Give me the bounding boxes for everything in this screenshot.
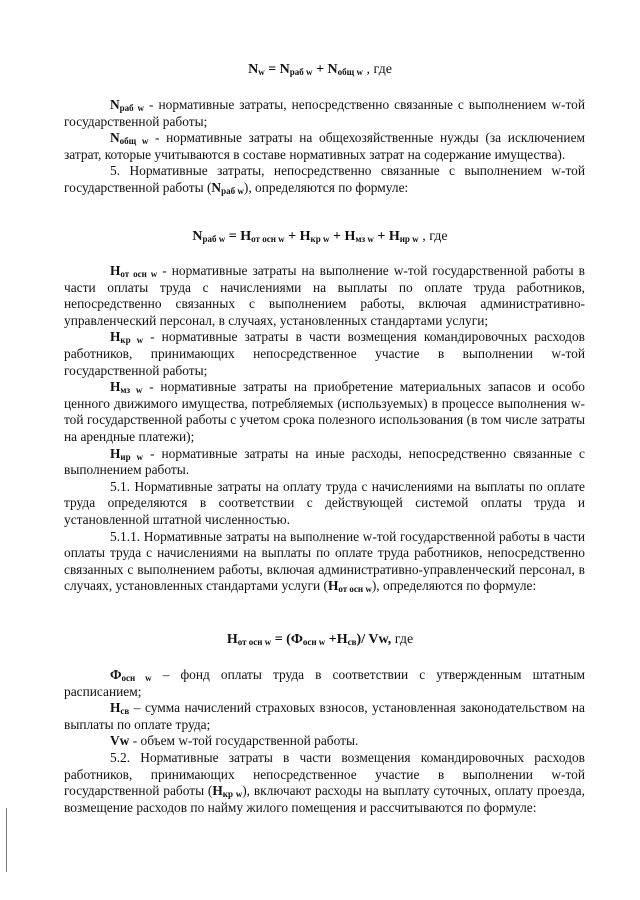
term-symbol: Н [110, 700, 121, 716]
formula-symbol: Н [344, 229, 356, 244]
formula-operator: = ( [271, 632, 291, 647]
formula-rab [0, 229, 640, 246]
definition-text: - нормативные затраты на приобретение материальных запасов и особо ценного движимого имущества, потребляемых (используемых) в процессе выполнения w-той государственной работы с учетом срока полезного использования (в том числе затраты на арендные платежи); [64, 379, 586, 444]
formula-h-ot-osn [0, 632, 640, 649]
definitions-block-2 [64, 263, 585, 595]
paragraph-text: 5.1. Нормативные затраты на оплату труда с начислениями на выплаты по оплате труда определяются в соответствии с действующей системой оплаты труда и установленной штатной численностью. [64, 478, 585, 527]
formula-symbol: Н [240, 229, 252, 244]
paragraph-text: ), определяются по формуле: [371, 578, 537, 594]
definition-text: - нормативные затраты, непосредственно связанные с выполнением w-той государственной работы; [64, 97, 585, 129]
term-subscript: от осн w [338, 584, 372, 595]
term-subscript: от осн w [120, 269, 158, 279]
formula-symbol: N [248, 62, 259, 77]
formula-tail: , где [418, 229, 448, 244]
formula-operator: + [325, 632, 337, 647]
formula-symbol: N [192, 229, 203, 244]
definition-text: - нормативные затраты на иные расходы, непосредственно связанные с выполнением работы. [64, 445, 585, 478]
definition-text: – фонд оплаты труда в соответствии с утвержденным штатным расписанием; [64, 667, 585, 699]
formula-total [0, 62, 640, 79]
formula-operator: + [312, 62, 328, 77]
term-symbol: Ф [110, 667, 122, 682]
definition-h-ot-osn [64, 263, 585, 329]
formula-subscript: ир w [399, 234, 419, 244]
formula-tail: где [391, 632, 414, 647]
definition-h-sv [64, 700, 585, 733]
definitions-block-3 [64, 667, 585, 816]
term-symbol: Н [110, 329, 121, 345]
formula-subscript: осн w [302, 637, 326, 647]
formula-operator: )/ Vw, [356, 632, 392, 647]
term-symbol: Н [110, 379, 121, 395]
definition-text: - объем w-той государственной работы. [129, 733, 359, 749]
paragraph-text: 5. Нормативные затраты, непосредственно связанные с выполнением w-той государственной работы ( [64, 163, 585, 195]
definition-text: - нормативные затраты на выполнение w-той государственной работы в части оплаты труда с начислениями на выплаты по оплате труда работников, непосредственно связанных с выполнением работы, включая административно-управленческий персонал, в случаях, установленных стандартами услуги; [64, 263, 585, 328]
term-subscript: св [120, 706, 130, 717]
term-symbol: N [110, 130, 120, 146]
term-subscript: мз w [120, 385, 143, 396]
formula-tail: , где [363, 62, 392, 77]
term-symbol: Vw [110, 733, 130, 749]
definitions-block-1 [64, 97, 585, 197]
formula-subscript: мз w [355, 234, 374, 244]
formula-operator: + [284, 229, 300, 244]
formula-operator: + [329, 229, 345, 244]
formula-subscript: w [258, 67, 265, 77]
term-subscript: осн w [121, 673, 152, 683]
scan-margin-line [6, 808, 7, 872]
paragraph-5-1-1 [64, 529, 585, 595]
formula-symbol: Ф [290, 632, 303, 647]
formula-symbol: Н [226, 632, 238, 647]
formula-subscript: общ w [337, 67, 364, 77]
definition-text: – сумма начислений страховых взносов, установленная законодательством на выплаты по оплате труда; [64, 700, 585, 732]
paragraph-text: 5.2. Нормативные затраты в части возмещения командировочных расходов работников, принимающих непосредственное участие в выполнении w-той государственной работы ( [64, 749, 585, 799]
term-subscript: общ w [119, 136, 149, 147]
term-subscript: кр w [222, 789, 243, 800]
formula-subscript: от осн w [237, 637, 272, 647]
formula-operator: = [264, 62, 280, 77]
formula-subscript: раб w [202, 234, 226, 244]
paragraph-text: 5.1.1. Нормативные затраты на выполнение w-той государственной работы в части оплаты труда с начислениями на выплаты по оплате труда работников, непосредственно связанных с выполнением работы, включая административно-управленческий персонал, в случаях, установленных стандартами услуги ( [64, 528, 585, 594]
term-symbol: Н [212, 783, 223, 799]
formula-subscript: раб w [289, 67, 313, 77]
paragraph-text: ), включают расходы на выплату суточных, оплату проезда, возмещение расходов по найму жилого помещения и рассчитываются по формуле: [64, 783, 585, 815]
formula-symbol: N [327, 62, 338, 77]
formula-symbol: N [279, 62, 290, 77]
term-subscript: кр w [120, 335, 144, 346]
definition-n-rab [64, 97, 585, 130]
term-symbol: N [110, 97, 120, 112]
term-symbol: N [211, 179, 222, 195]
paragraph-5-1 [64, 479, 585, 529]
definition-vw [64, 733, 585, 750]
paragraph-text: ), определяются по формуле: [243, 179, 409, 195]
definition-text: - нормативные затраты в части возмещения командировочных расходов работников, принимающих непосредственное участие в выполнении w-той государственной работы; [64, 329, 585, 378]
formula-symbol: Н [388, 229, 400, 244]
definition-text: - нормативные затраты на общехозяйственные нужды (за исключением затрат, которые учитываются в составе нормативных затрат на содержание имущества). [64, 130, 585, 162]
formula-subscript: кр w [310, 234, 330, 244]
definition-h-ir [64, 446, 585, 479]
term-subscript: ир w [120, 451, 144, 462]
formula-symbol: Н [299, 229, 311, 244]
definition-h-mz [64, 379, 585, 445]
formula-operator: = [225, 229, 241, 244]
definition-n-obsh [64, 130, 585, 163]
formula-subscript: от осн w [251, 234, 285, 244]
term-subscript: раб w [119, 103, 145, 113]
definition-f-osn [64, 667, 585, 700]
paragraph-5 [64, 163, 585, 196]
term-symbol: Н [110, 445, 121, 461]
paragraph-5-2 [64, 750, 585, 816]
term-subscript: раб w [221, 185, 244, 196]
formula-operator: + [373, 229, 389, 244]
definition-h-kr [64, 329, 585, 379]
term-symbol: Н [110, 263, 121, 278]
formula-symbol: Н [336, 632, 348, 647]
term-symbol: Н [327, 578, 339, 594]
formula-subscript: св [347, 637, 357, 647]
